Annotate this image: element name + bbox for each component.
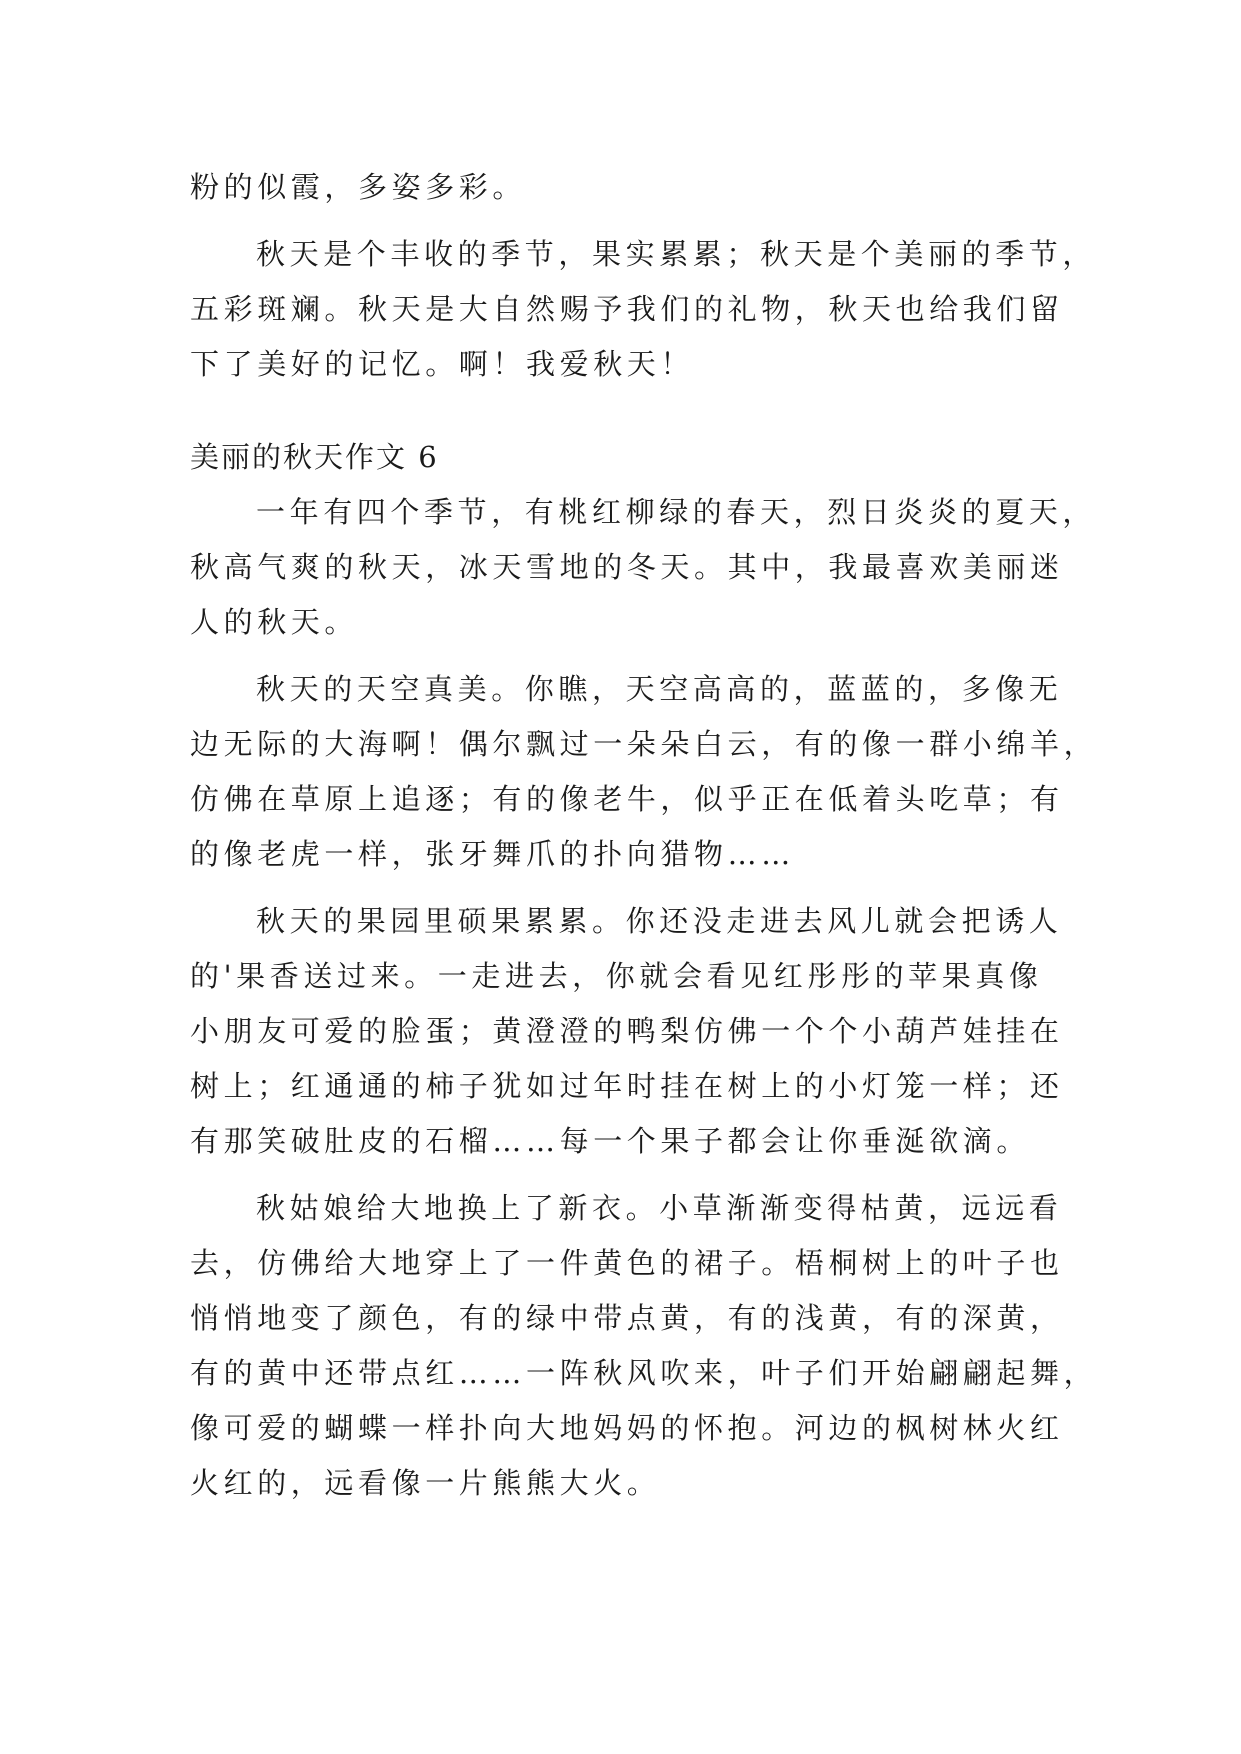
text-line: 秋天的天空真美。你瞧，天空高高的，蓝蓝的，多像无	[256, 672, 1063, 706]
text-line: 秋天的果园里硕果累累。你还没走进去风儿就会把诱人	[256, 904, 1063, 938]
text-line: 的像老虎一样，张牙舞爪的扑向猎物……	[190, 837, 795, 871]
paragraph-4	[190, 1181, 1098, 1511]
text-line: 人的秋天。	[190, 605, 359, 639]
text-line: 边无际的大海啊！偶尔飘过一朵朵白云，有的像一群小绵羊，	[190, 727, 1098, 761]
paragraph-3	[190, 894, 1064, 1169]
text-line: 下了美好的记忆。啊！我爱秋天！	[190, 347, 695, 381]
text-line: 火红的，远看像一片熊熊大火。	[190, 1466, 661, 1500]
text-line: 像可爱的蝴蝶一样扑向大地妈妈的怀抱。河边的枫树林火红	[190, 1411, 1064, 1445]
text-line: 树上；红通通的柿子犹如过年时挂在树上的小灯笼一样；还	[190, 1069, 1064, 1103]
closing-paragraph	[190, 227, 1097, 392]
paragraph-2	[190, 662, 1098, 882]
text-line: 五彩斑斓。秋天是大自然赐予我们的礼物，秋天也给我们留	[190, 292, 1064, 326]
paragraph-1	[190, 485, 1097, 650]
text-line: 秋天是个丰收的季节，果实累累；秋天是个美丽的季节，	[256, 237, 1097, 271]
text-line: 悄悄地变了颜色，有的绿中带点黄，有的浅黄，有的深黄，	[190, 1301, 1064, 1335]
intro-paragraph	[190, 160, 1060, 215]
text-line: 的'果香送过来。一走进去，你就会看见红彤彤的苹果真像	[190, 959, 1043, 993]
text-line: 粉的似霞，多姿多彩。	[190, 170, 527, 204]
text-line: 一年有四个季节，有桃红柳绿的春天，烈日炎炎的夏天，	[256, 495, 1097, 529]
text-line: 有的黄中还带点红……一阵秋风吹来，叶子们开始翩翩起舞，	[190, 1356, 1098, 1390]
text-line: 秋高气爽的秋天，冰天雪地的冬天。其中，我最喜欢美丽迷	[190, 550, 1064, 584]
text-line: 小朋友可爱的脸蛋；黄澄澄的鸭梨仿佛一个个小葫芦娃挂在	[190, 1014, 1064, 1048]
text-line: 有那笑破肚皮的石榴……每一个果子都会让你垂涎欲滴。	[190, 1124, 1031, 1158]
text-line: 秋姑娘给大地换上了新衣。小草渐渐变得枯黄，远远看	[256, 1191, 1063, 1225]
section-heading: 美丽的秋天作文 6	[190, 440, 439, 474]
text-line: 仿佛在草原上追逐；有的像老牛，似乎正在低着头吃草；有	[190, 782, 1064, 816]
text-line: 去，仿佛给大地穿上了一件黄色的裙子。梧桐树上的叶子也	[190, 1246, 1064, 1280]
document-page	[190, 160, 1098, 1511]
